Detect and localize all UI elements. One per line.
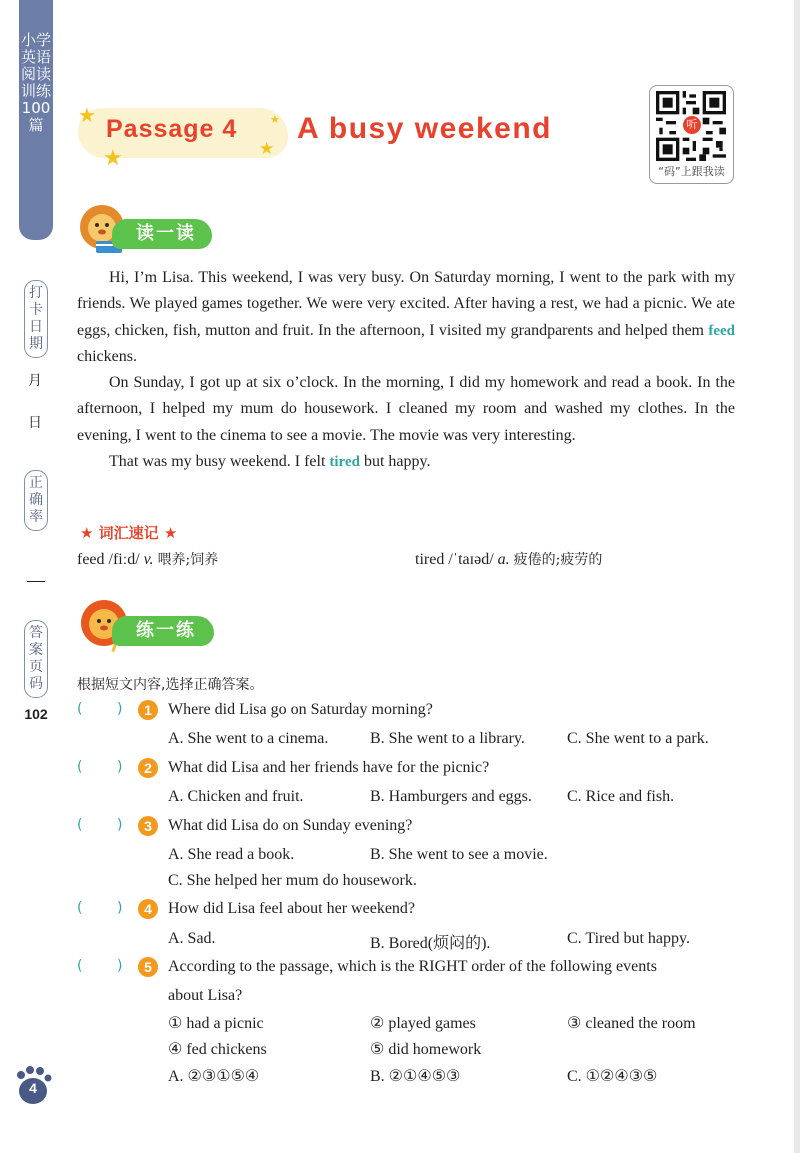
- event-5: ⑤ did homework: [370, 1041, 482, 1058]
- checkin-date-label: 打卡日期: [24, 280, 48, 358]
- option-b[interactable]: B. ②①④⑤③: [370, 1068, 461, 1085]
- paragraph-2: On Sunday, I got up at six o’clock. In the morning, I did my homework and read a book. In the afternoon, I helped my mum do housework. I cleaned my room and washed my clothes. In the evening, I went to the cinema to see a movie. The movie was very interesting.: [77, 374, 735, 444]
- keyword-feed: feed: [708, 322, 735, 339]
- option-a[interactable]: A. ②③①⑤④: [168, 1068, 260, 1085]
- day-label: 日: [28, 415, 42, 431]
- option-a[interactable]: A. Chicken and fruit.: [168, 788, 304, 805]
- star-icon: ★: [78, 103, 96, 127]
- option-c[interactable]: C. She helped her mum do housework.: [168, 872, 417, 889]
- question-number-badge: 5: [138, 957, 158, 977]
- keyword-tired: tired: [329, 454, 360, 471]
- answer-blank[interactable]: ( ): [77, 900, 123, 916]
- series-title: 小学英语阅读训练100篇: [20, 31, 51, 134]
- passage-label: Passage 4: [106, 115, 238, 143]
- question-number-badge: 2: [138, 758, 158, 778]
- event-3: ③ cleaned the room: [567, 1015, 696, 1032]
- answer-page-label: 答案页码: [24, 620, 48, 698]
- month-label: 月: [28, 373, 42, 389]
- event-2: ② played games: [370, 1015, 476, 1032]
- star-icon: ★: [103, 146, 123, 171]
- page-number: 4: [29, 1080, 37, 1096]
- question-text: How did Lisa feel about her weekend?: [168, 900, 416, 917]
- question-number-badge: 3: [138, 816, 158, 836]
- star-icon: ★: [259, 139, 275, 159]
- passage-title: A busy weekend: [297, 112, 552, 145]
- accuracy-blank: [27, 581, 45, 582]
- option-b[interactable]: B. She went to a library.: [370, 730, 525, 747]
- question-text-continued: about Lisa?: [168, 987, 243, 1004]
- answer-blank[interactable]: ( ): [77, 759, 123, 775]
- vocab-item-tired: tired /ˈtaɪəd/ a. 疲倦的;疲劳的: [415, 551, 603, 568]
- paragraph-1: Hi, I’m Lisa. This weekend, I was very busy. On Saturday morning, I went to the park with my friends. We played games together. We were very excited. After having a rest, we had a picnic. We ate eggs, chicken, fish, mutton and fruit. In the afternoon, I visited my grandparents and helped them feed chickens.: [77, 269, 735, 365]
- answer-blank[interactable]: ( ): [77, 958, 123, 974]
- accuracy-label: 正确率: [24, 470, 48, 531]
- option-c[interactable]: C. Tired but happy.: [567, 930, 690, 947]
- option-b[interactable]: B. Bored(烦闷的).: [370, 935, 491, 952]
- question-number-badge: 1: [138, 700, 158, 720]
- option-c[interactable]: C. She went to a park.: [567, 730, 709, 747]
- answer-blank[interactable]: ( ): [77, 701, 123, 717]
- read-section-banner: 读一读: [112, 219, 212, 249]
- question-number-badge: 4: [138, 899, 158, 919]
- paragraph-3: That was my busy weekend. I felt tired but happy.: [109, 453, 431, 471]
- answer-blank[interactable]: ( ): [77, 817, 123, 833]
- qr-caption: “码”上跟我读: [658, 165, 725, 178]
- question-text: Where did Lisa go on Saturday morning?: [168, 701, 433, 718]
- vocabulary-heading: ★ 词汇速记 ★: [80, 524, 178, 542]
- listen-badge: 听: [683, 116, 701, 134]
- question-text: What did Lisa do on Sunday evening?: [168, 817, 413, 834]
- option-b[interactable]: B. She went to see a movie.: [370, 846, 548, 863]
- question-text: According to the passage, which is the RIGHT order of the following events: [168, 958, 657, 975]
- option-a[interactable]: A. Sad.: [168, 930, 216, 947]
- star-icon: ★: [270, 113, 280, 126]
- vocab-item-feed: feed /fiːd/ v. 喂养;饲养: [77, 551, 219, 568]
- option-a[interactable]: A. She went to a cinema.: [168, 730, 329, 747]
- answer-page-number: 102: [24, 706, 48, 722]
- practice-section-banner: 练一练: [112, 616, 214, 646]
- event-4: ④ fed chickens: [168, 1041, 267, 1058]
- question-text: What did Lisa and her friends have for the picnic?: [168, 759, 490, 776]
- qr-code-card[interactable]: [649, 85, 734, 184]
- option-a[interactable]: A. She read a book.: [168, 846, 295, 863]
- event-1: ① had a picnic: [168, 1015, 264, 1032]
- option-c[interactable]: C. Rice and fish.: [567, 788, 675, 805]
- reading-passage: [77, 265, 735, 475]
- option-c[interactable]: C. ①②④③⑤: [567, 1068, 658, 1085]
- exercise-instruction: 根据短文内容,选择正确答案。: [77, 677, 264, 693]
- option-b[interactable]: B. Hamburgers and eggs.: [370, 788, 532, 805]
- page-edge: [794, 0, 800, 1153]
